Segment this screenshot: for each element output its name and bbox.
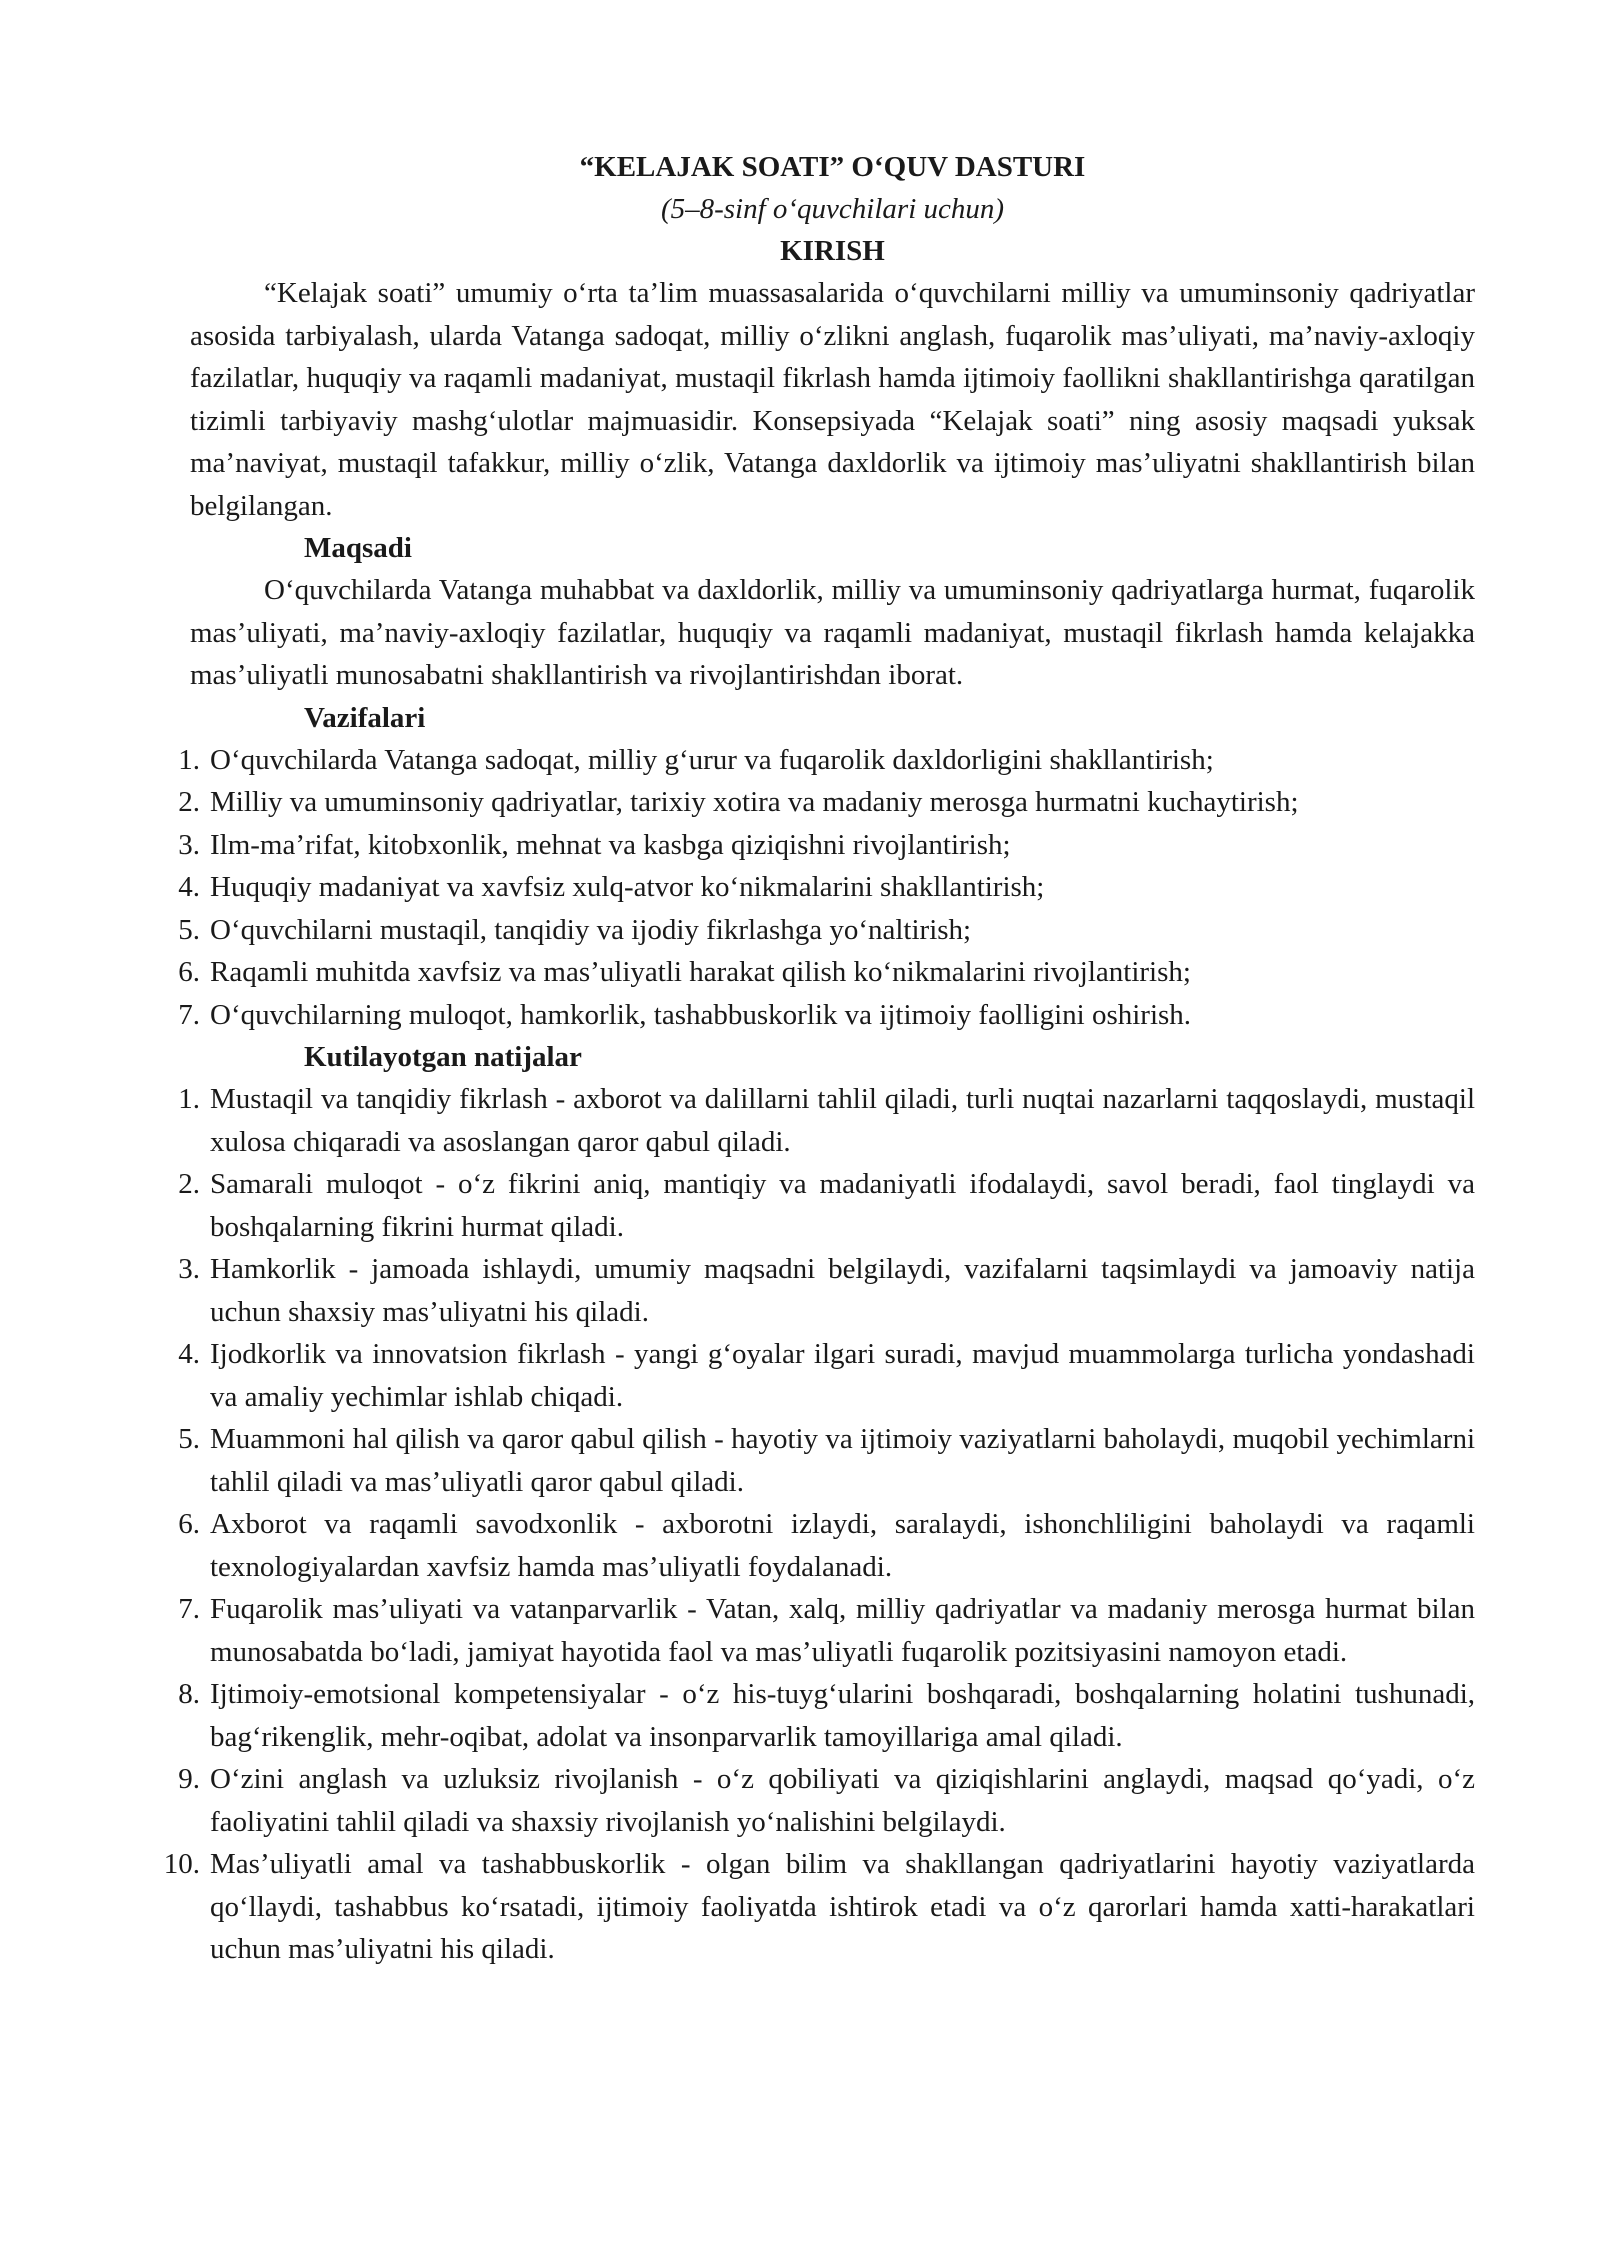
result-item [178, 1503, 1475, 1588]
task-item [178, 909, 1475, 952]
task-item-number: 6. [178, 956, 200, 988]
result-item [178, 1588, 1475, 1673]
result-item-text: Hamkorlik - jamoada ishlaydi, umumiy maqsadni belgilaydi, vazifalarni taqsimlaydi va jamoaviy natija uchun shaxsiy mas’uliyatni his qiladi. [210, 1253, 1475, 1328]
task-item [178, 781, 1475, 824]
result-item-number: 5. [178, 1423, 200, 1455]
result-item-number: 1. [178, 1083, 200, 1115]
result-item [178, 1418, 1475, 1503]
task-item-number: 1. [178, 743, 200, 776]
result-item-number: 9. [178, 1763, 200, 1795]
task-item-number: 7. [178, 998, 200, 1031]
result-item-text: Ijtimoiy-emotsional kompetensiyalar - o‘z his-tuyg‘ularini boshqaradi, boshqalarning holatini tushunadi, bag‘rikenglik, mehr-oqibat, adolat va insonparvarlik tamoyillariga amal qiladi. [210, 1678, 1475, 1753]
result-item-text: Muammoni hal qilish va qaror qabul qilish - hayotiy va ijtimoiy vaziyatlarni baholaydi, muqobil yechimlarni tahlil qiladi va mas’uliyatli qaror qabul qiladi. [210, 1423, 1475, 1498]
result-item [178, 1333, 1475, 1418]
task-item-text: Milliy va umuminsoniy qadriyatlar, tarixiy xotira va madaniy merosga hurmatni kuchaytirish; [210, 786, 1299, 818]
document-subtitle: (5–8-sinf o‘quvchilari uchun) [660, 193, 1005, 225]
result-item-text: Axborot va raqamli savodxonlik - axborotni izlaydi, saralaydi, ishonchliligini baholaydi va raqamli texnologiyalardan xavfsiz hamda mas’uliyatli foydalanadi. [210, 1508, 1475, 1583]
result-item-text: O‘zini anglash va uzluksiz rivojlanish - o‘z qobiliyati va qiziqishlarini anglaydi, maqsad qo‘yadi, o‘z faoliyatini tahlil qiladi va shaxsiy rivojlanish yo‘nalishini belgilaydi. [210, 1763, 1475, 1838]
task-item-number: 5. [178, 913, 200, 946]
result-item-number: 4. [178, 1338, 200, 1370]
result-item-number: 2. [178, 1168, 200, 1200]
task-item-number: 2. [178, 786, 200, 818]
result-item-text: Samarali muloqot - o‘z fikrini aniq, mantiqiy va madaniyatli ifodalaydi, savol beradi, faol tinglaydi va boshqalarning fikrini hurmat qiladi. [210, 1168, 1475, 1243]
result-item-number: 7. [178, 1593, 200, 1625]
result-item-text: Mas’uliyatli amal va tashabbuskorlik - olgan bilim va shakllangan qadriyatlarini hayotiy vaziyatlarda qo‘llaydi, tashabbus ko‘rsatadi, ijtimoiy faoliyatda ishtirok etadi va o‘z qarorlari hamda xatti-harakatlari uchun mas’uliyatni his qiladi. [210, 1848, 1475, 1965]
task-item [178, 951, 1475, 994]
result-item [178, 1248, 1475, 1333]
task-item-text: Raqamli muhitda xavfsiz va mas’uliyatli harakat qilish ko‘nikmalarini rivojlantirish; [210, 956, 1191, 988]
task-item-number: 4. [178, 871, 200, 903]
task-item-text: O‘quvchilarning muloqot, hamkorlik, tashabbuskorlik va ijtimoiy faolligini oshirish. [210, 998, 1192, 1031]
tasks-heading: Vazifalari [304, 701, 426, 734]
task-item [178, 866, 1475, 909]
task-item [178, 824, 1475, 867]
result-item-text: Ijodkorlik va innovatsion fikrlash - yangi g‘oyalar ilgari suradi, mavjud muammolarga turlicha yondashadi va amaliy yechimlar ishlab chiqadi. [210, 1338, 1475, 1413]
goal-paragraph: O‘quvchilarda Vatanga muhabbat va daxldorlik, milliy va umuminsoniy qadriyatlarga hurmat, fuqarolik mas’uliyati, ma’naviy-axloqiy fazilatlar, huquqiy va raqamli madaniyat, mustaqil fikrlash hamda kelajakka mas’uliyatli munosabatni shakllantirish va rivojlantirishdan iborat. [190, 574, 1475, 691]
results-heading: Kutilayotgan natijalar [304, 1041, 582, 1073]
task-item-text: Huquqiy madaniyat va xavfsiz xulq-atvor ko‘nikmalarini shakllantirish; [210, 871, 1045, 903]
result-item [178, 1078, 1475, 1163]
task-item [178, 994, 1475, 1037]
result-item-text: Mustaqil va tanqidiy fikrlash - axborot va dalillarni tahlil qiladi, turli nuqtai nazarlarni taqqoslaydi, mustaqil xulosa chiqaradi va asoslangan qaror qabul qiladi. [210, 1083, 1475, 1158]
task-item-text: O‘quvchilarda Vatanga sadoqat, milliy g‘urur va fuqarolik daxldorligini shakllantirish; [210, 743, 1214, 776]
document-page [163, 146, 1475, 1971]
tasks-list [178, 739, 1475, 1037]
intro-heading: KIRISH [780, 235, 885, 267]
result-item [163, 1843, 1475, 1971]
task-item-number: 3. [178, 828, 200, 861]
result-item-number: 6. [178, 1508, 200, 1540]
result-item-number: 3. [178, 1253, 200, 1285]
result-item-number: 8. [178, 1678, 200, 1710]
result-item [178, 1673, 1475, 1758]
intro-paragraph: “Kelajak soati” umumiy o‘rta ta’lim muassasalarida o‘quvchilarni milliy va umuminsoniy qadriyatlar asosida tarbiyalash, ularda Vatanga sadoqat, milliy o‘zlikni anglash, fuqarolik mas’uliyati, ma’naviy-axloqiy fazilatlar, huquqiy va raqamli madaniyat, mustaqil fikrlash hamda ijtimoiy faollikni shakllantirishga qaratilgan tizimli tarbiyaviy mashg‘ulotlar majmuasidir. Konsepsiyada “Kelajak soati” ning asosiy maqsadi yuksak ma’naviyat, mustaqil tafakkur, milliy o‘zlik, Vatanga daxldorlik va ijtimoiy mas’uliyatni shakllantirish bilan belgilangan. [190, 277, 1475, 522]
task-item [178, 739, 1475, 782]
task-item-text: O‘quvchilarni mustaqil, tanqidiy va ijodiy fikrlashga yo‘naltirish; [210, 913, 972, 946]
task-item-text: Ilm-ma’rifat, kitobxonlik, mehnat va kasbga qiziqishni rivojlantirish; [210, 828, 1011, 861]
goal-heading: Maqsadi [304, 532, 412, 564]
result-item [178, 1758, 1475, 1843]
results-list [163, 1078, 1475, 1971]
document-title: “KELAJAK SOATI” O‘QUV DASTURI [579, 151, 1086, 183]
result-item-text: Fuqarolik mas’uliyati va vatanparvarlik - Vatan, xalq, milliy qadriyatlar va madaniy merosga hurmat bilan munosabatda bo‘ladi, jamiyat hayotida faol va mas’uliyatli fuqarolik pozitsiyasini namoyon etadi. [210, 1593, 1475, 1668]
result-item [178, 1163, 1475, 1248]
result-item-number: 10. [163, 1848, 200, 1880]
